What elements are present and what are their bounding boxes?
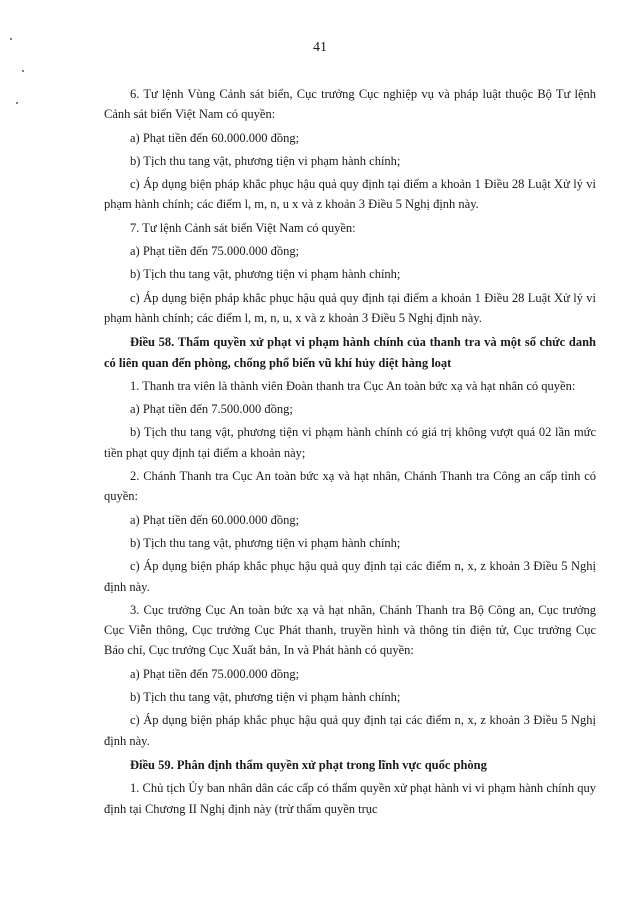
- paragraph: 2. Chánh Thanh tra Cục An toàn bức xạ và hạt nhân, Chánh Thanh tra Công an cấp tỉnh có quyền:: [104, 469, 596, 504]
- paragraph: a) Phạt tiền đến 60.000.000 đồng;: [130, 130, 300, 145]
- paragraph: 3. Cục trưởng Cục An toàn bức xạ và hạt nhân, Chánh Thanh tra Bộ Công an, Cục trưởng Cục Viễn thông, Cục trưởng Cục Phát thanh, truyền hình và thông tin điện tử, Cục trưởng Cục Báo chí, Cục trưởng Cục Xuất bản, In và Phát hành có quyền:: [104, 602, 596, 658]
- paragraph: b) Tịch thu tang vật, phương tiện vi phạm hành chính;: [130, 267, 401, 282]
- document-body: [104, 84, 596, 822]
- page-number: 41: [313, 40, 327, 55]
- paragraph: 1. Thanh tra viên là thành viên Đoàn thanh tra Cục An toàn bức xạ và hạt nhân có quyền:: [130, 378, 576, 393]
- paragraph: 6. Tư lệnh Vùng Cảnh sát biển, Cục trưởng Cục nghiệp vụ và pháp luật thuộc Bộ Tư lệnh Cảnh sát biển Việt Nam có quyền:: [104, 87, 596, 122]
- paragraph: b) Tịch thu tang vật, phương tiện vi phạm hành chính;: [130, 690, 401, 705]
- paragraph: c) Áp dụng biện pháp khắc phục hậu quả quy định tại các điểm n, x, z khoản 3 Điều 5 Nghị định này.: [104, 713, 596, 748]
- paragraph: b) Tịch thu tang vật, phương tiện vi phạm hành chính;: [130, 535, 401, 550]
- article-heading: Điều 58. Thẩm quyền xử phạt vi phạm hành chính của thanh tra và một số chức danh có liên quan đến phòng, chống phổ biến vũ khí hủy diệt hàng loạt: [104, 335, 596, 370]
- paragraph: a) Phạt tiền đến 75.000.000 đồng;: [130, 244, 300, 259]
- scan-speck: [16, 102, 18, 104]
- paragraph: a) Phạt tiền đến 60.000.000 đồng;: [130, 512, 300, 527]
- paragraph: c) Áp dụng biện pháp khắc phục hậu quả quy định tại điểm a khoản 1 Điều 28 Luật Xử lý vi phạm hành chính; các điểm l, m, n, u, x và z khoản 3 Điều 5 Nghị định này.: [104, 290, 596, 325]
- paragraph: b) Tịch thu tang vật, phương tiện vi phạm hành chính;: [130, 153, 401, 168]
- paragraph: c) Áp dụng biện pháp khắc phục hậu quả quy định tại các điểm n, x, z khoản 3 Điều 5 Nghị định này.: [104, 559, 596, 594]
- paragraph: a) Phạt tiền đến 7.500.000 đồng;: [130, 402, 293, 417]
- paragraph: 7. Tư lệnh Cảnh sát biển Việt Nam có quyền:: [130, 220, 356, 235]
- paragraph: 1. Chủ tịch Ủy ban nhân dân các cấp có thẩm quyền xử phạt hành vi vi phạm hành chính quy định tại Chương II Nghị định này (trừ thẩm quyền trục: [104, 781, 596, 816]
- paragraph: b) Tịch thu tang vật, phương tiện vi phạm hành chính có giá trị không vượt quá 02 lần mức tiền phạt quy định tại điểm a khoản này;: [104, 425, 596, 460]
- scan-speck: [22, 70, 24, 72]
- paragraph: c) Áp dụng biện pháp khắc phục hậu quả quy định tại điểm a khoản 1 Điều 28 Luật Xử lý vi phạm hành chính; các điểm l, m, n, u x và z khoản 3 Điều 5 Nghị định này.: [104, 177, 596, 212]
- article-heading: Điều 59. Phân định thẩm quyền xử phạt trong lĩnh vực quốc phòng: [130, 757, 487, 772]
- paragraph: a) Phạt tiền đến 75.000.000 đồng;: [130, 666, 300, 681]
